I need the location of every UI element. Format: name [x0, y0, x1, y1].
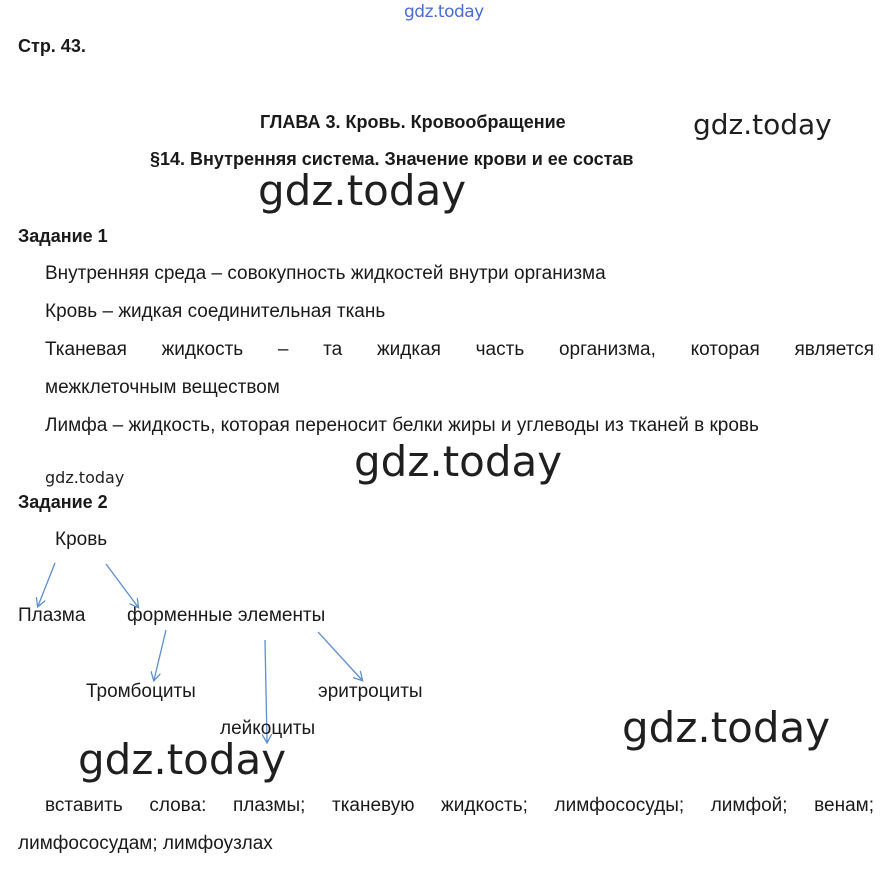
diagram-erythrocytes: эритроциты [318, 681, 423, 702]
chapter-title: ГЛАВА 3. Кровь. Кровообращение [260, 112, 566, 132]
watermark: gdz.today [354, 437, 563, 486]
task1-line: Внутренняя среда – совокупность жидкостей внутри организма [45, 263, 606, 284]
arrow-blood-plasma [38, 563, 55, 606]
diagram-formed-elements: форменные элементы [127, 605, 326, 626]
page-number: Стр. 43. [18, 36, 86, 56]
task1-line: Тканевая жидкость – та жидкая часть организма, которая является [45, 339, 874, 360]
watermark: gdz.today [693, 108, 832, 141]
watermark-top: gdz.today [404, 2, 484, 22]
diagram-blood: Кровь [55, 529, 108, 550]
task2-title: Задание 2 [18, 492, 108, 512]
watermark: gdz.today [45, 468, 125, 487]
task1-line: межклеточным веществом [45, 377, 280, 398]
section-title: §14. Внутренняя система. Значение крови и ее состав [150, 149, 634, 169]
task2-fill-words: вставить слова: плазмы; тканевую жидкость; лимфососуды; лимфой; венам; [45, 795, 874, 816]
diagram-plasma: Плазма [18, 605, 86, 626]
diagram-leukocytes: лейкоциты [220, 718, 316, 739]
watermark: gdz.today [622, 703, 831, 752]
task1-line: Кровь – жидкая соединительная ткань [45, 301, 386, 322]
arrow-formed-platelets [154, 630, 166, 680]
watermark: gdz.today [78, 735, 287, 784]
watermark: gdz.today [258, 166, 467, 215]
task1-title: Задание 1 [18, 226, 108, 246]
task1-line: Лимфа – жидкость, которая переносит белки жиры и углеводы из тканей в кровь [45, 415, 759, 436]
diagram-platelets: Тромбоциты [86, 681, 196, 702]
task2-fill-words-cont: лимфососудам; лимфоузлах [18, 833, 273, 854]
arrow-formed-erythrocytes [318, 632, 362, 680]
arrow-blood-formed [106, 564, 138, 607]
